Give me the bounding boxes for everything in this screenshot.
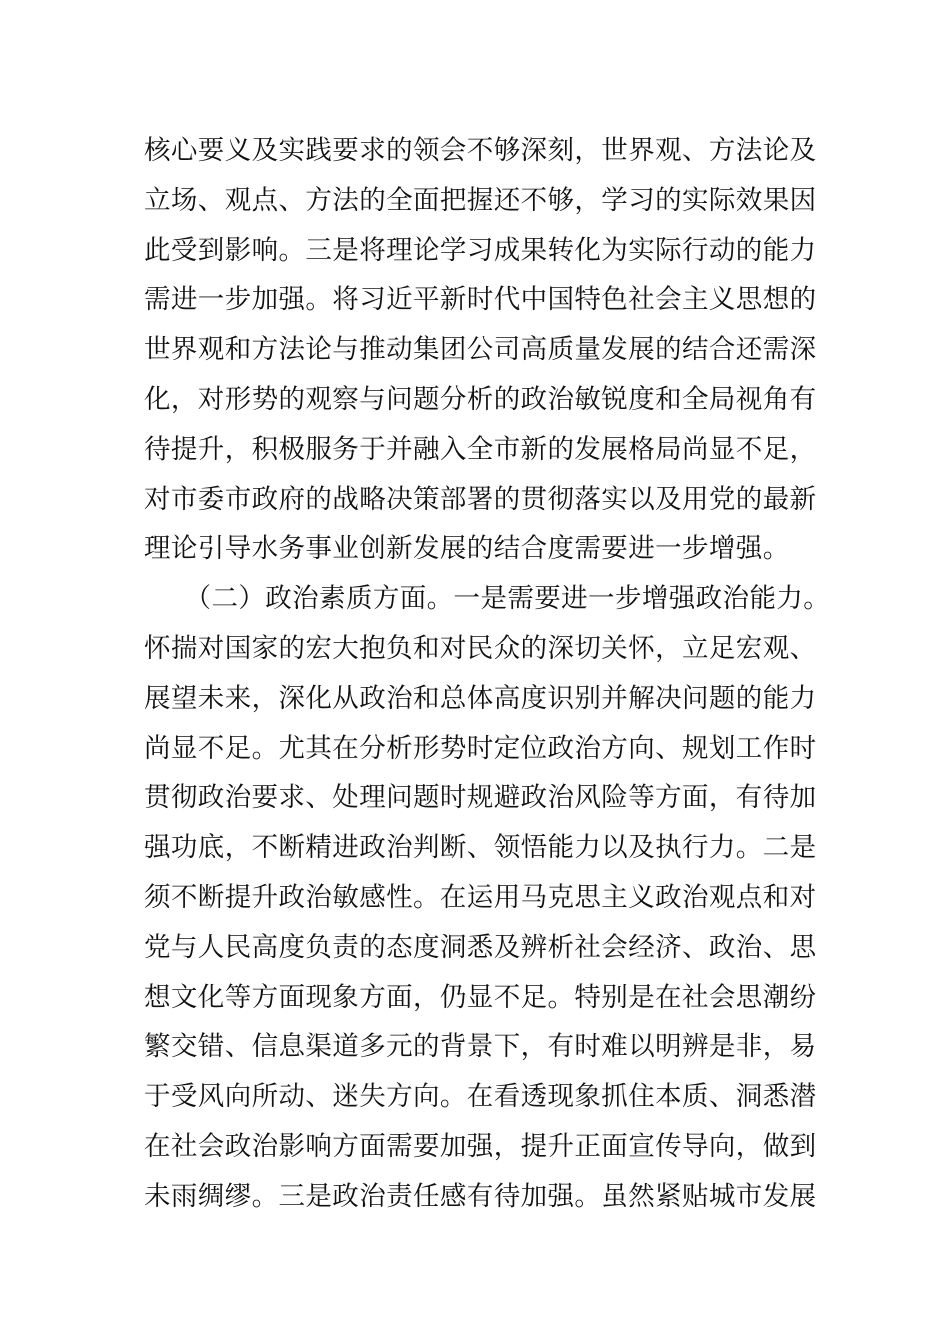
text-line: 展望未来，深化从政治和总体高度识别并解决问题的能力 xyxy=(144,682,817,714)
text-line: 理论引导水务事业创新发展的结合度需要进一步增强。 xyxy=(144,533,790,565)
text-line: 尚显不足。尤其在分析形势时定位政治方向、规划工作时 xyxy=(144,732,817,764)
text-line: 繁交错、信息渠道多元的背景下，有时难以明辨是非，易 xyxy=(144,1031,817,1063)
section-heading-line: （二）政治素质方面。一是需要进一步增强政治能力。 xyxy=(144,583,831,615)
text-line: 未雨绸缪。三是政治责任感有待加强。虽然紧贴城市发展 xyxy=(144,1180,817,1212)
text-line: 贯彻政治要求、处理问题时规避政治风险等方面，有待加 xyxy=(144,782,817,814)
text-line: 化，对形势的观察与问题分析的政治敏锐度和全局视角有 xyxy=(144,383,817,415)
text-line: 党与人民高度负责的态度洞悉及辨析社会经济、政治、思 xyxy=(144,931,817,963)
text-line: 此受到影响。三是将理论学习成果转化为实际行动的能力 xyxy=(144,234,817,266)
text-line: 在社会政治影响方面需要加强，提升正面宣传导向，做到 xyxy=(144,1130,817,1162)
text-line: 须不断提升政治敏感性。在运用马克思主义政治观点和对 xyxy=(144,881,817,913)
text-line: 立场、观点、方法的全面把握还不够，学习的实际效果因 xyxy=(144,184,817,216)
text-line: 需进一步加强。将习近平新时代中国特色社会主义思想的 xyxy=(144,284,817,316)
text-line: 强功底，不断精进政治判断、领悟能力以及执行力。二是 xyxy=(144,832,817,864)
text-line: 核心要义及实践要求的领会不够深刻，世界观、方法论及 xyxy=(144,135,817,166)
text-line: 于受风向所动、迷失方向。在看透现象抓住本质、洞悉潜 xyxy=(144,1081,817,1113)
text-line: 世界观和方法论与推动集团公司高质量发展的结合还需深 xyxy=(144,334,817,366)
body-text xyxy=(144,126,831,1222)
text-line: 待提升，积极服务于并融入全市新的发展格局尚显不足， xyxy=(144,433,817,465)
text-line: 对市委市政府的战略决策部署的贯彻落实以及用党的最新 xyxy=(144,483,817,515)
text-line: 想文化等方面现象方面，仍显不足。特别是在社会思潮纷 xyxy=(144,981,817,1013)
text-line: 怀揣对国家的宏大抱负和对民众的深切关怀，立足宏观、 xyxy=(144,632,817,664)
